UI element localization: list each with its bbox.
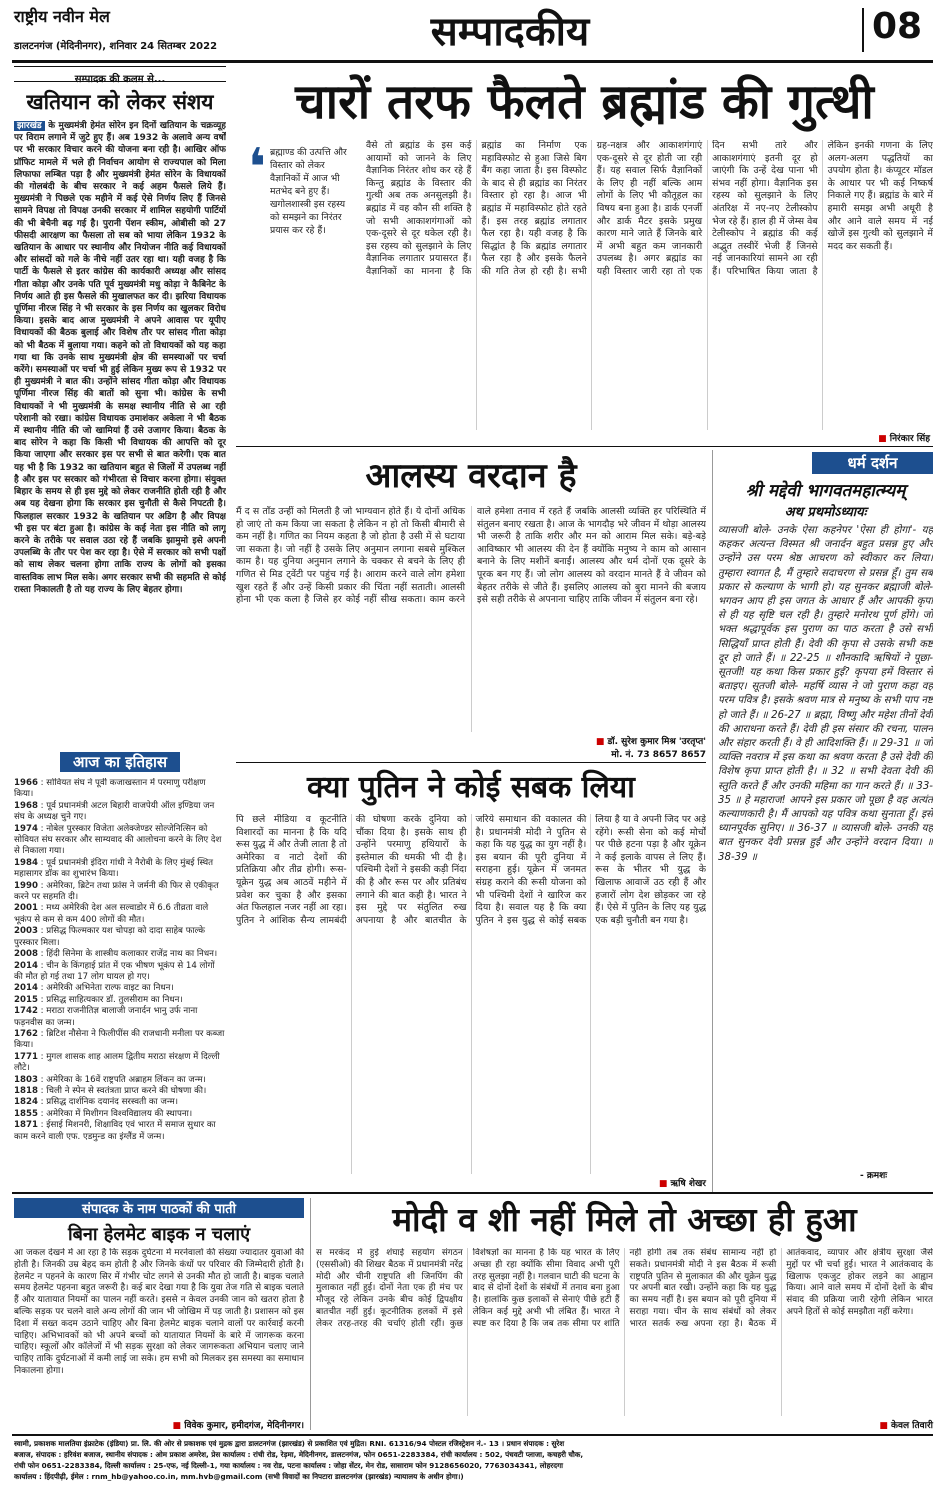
history-item: 2001 : मध्य अमेरिकी देश अल सल्वाडोर में 6.6 तीव्रता वाले भूकंप से कम से कम 400 लोगों की मौत। <box>14 903 209 925</box>
letters-body: आ जकल देखने में आ रहा है कि सड़क दुर्घटना में मरनेवालों की संख्या ज्यादातर युवाओं की होती है। जिनकी उम्र बेहद कम होती है और जिनके कंधों पर परिवार की जिम्मेदारी होती है। हेलमेट न पहनने के कारण सिर में गंभीर चोट लगने से उनकी मौत हो जाती है। बाइक चलाते समय हेलमेट पहनना बहुत जरूरी है। कई बार देखा गया है कि युवा तेज गति से बाइक चलाते हैं और यातायात नियमों का पालन नहीं करते। इससे न केवल उनकी जान को खतरा होता है बल्कि सड़क पर चलने वाले अन्य लोगों की जान भी जोखिम में पड़ जाती है। प्रशासन को इस दिशा में सख्त कदम उठाने चाहिए और बिना हेलमेट बाइक चलाने वालों पर कार्रवाई करनी चाहिए। अभिभावकों को भी अपने बच्चों को यातायात नियमों के बारे में जागरूक करना चाहिए। स्कूलों और कॉलेजों में भी सड़क सुरक्षा को लेकर जागरूकता अभियान चलाए जाने चाहिए ताकि दुर्घटनाओं में कमी लाई जा सके। हम सभी को मिलकर इस समस्या का समाधान निकालना होगा। <box>14 1248 304 1376</box>
footer-line-4: कार्यालय : हिंदपीढ़ी, ईमेल : rnm_hb@yahoo.co.in, mm.hvb@gmail.com (सभी विवादों का निपटारा डालटनगंज (झारखंड) न्यायालय के अधीन होगा।) <box>14 1472 464 1481</box>
history-item: 1990 : अमेरिका, ब्रिटेन तथा फ्रांस ने जर्मनी की फिर से एकीकृत करने पर सहमति दी। <box>14 880 219 903</box>
masthead-rule <box>12 60 933 63</box>
history-item: 2008 : हिंदी सिनेमा के शास्त्रीय कलाकार राजेंद्र नाथ का निधन। <box>14 949 218 960</box>
masthead <box>0 0 945 62</box>
modi-byline-name: केवल तिवारी <box>891 1421 933 1431</box>
letters-header: संपादक के नाम पाठकों की पाती <box>14 1198 304 1218</box>
main-byline-text: निरंकार सिंह <box>889 434 930 444</box>
history-text: अमेरिका, ब्रिटेन तथा फ्रांस ने जर्मनी की फिर से एकीकृत करने पर सहमति दी। <box>14 880 219 903</box>
page-number: 08 <box>872 6 923 47</box>
history-text: ईसाई मिशनरी, शिक्षाविद एवं भारत में समाज सुधार का काम करने वाली एफ. एडमुन्ड का इंग्लैंड में जन्म। <box>14 1120 216 1142</box>
history-year: 1762 <box>14 1028 38 1039</box>
history-item: 1803 : अमेरिका के 16वें राष्ट्रपति अब्राहम लिंकन का जन्म। <box>14 1074 206 1085</box>
lead-editorial-title: खतियान को लेकर संशय <box>26 90 214 114</box>
history-text: पूर्व प्रधानमंत्री इंदिरा गांधी ने नैरोबी के लिए मुंबई स्थित महासागर डॉक का शुभारंभ किया। <box>14 857 213 880</box>
history-item: 1771 : मुगल शासक शाह आलम द्वितीय मराठा संरक्षण में दिल्ली लौटे। <box>14 1051 220 1074</box>
history-year: 1984 <box>14 857 38 868</box>
history-item: 2015 : प्रसिद्ध साहित्यकार डॉ. तुलसीराम का निधन। <box>14 994 183 1005</box>
dharm-title: श्री मद्देवी भागवतमहात्म्यम् <box>745 481 906 501</box>
history-text: अमेरिका के 16वें राष्ट्रपति अब्राहम लिंकन का जन्म। <box>46 1074 206 1085</box>
history-text: हिंदी सिनेमा के शास्त्रीय कलाकार राजेंद्र नाथ का निधन। <box>46 949 218 960</box>
history-item: 1871 : ईसाई मिशनरी, शिक्षाविद एवं भारत में समाज सुधार का काम करने वाली एफ. एडमुन्ड का इंग्लैंड में जन्म। <box>14 1120 216 1142</box>
history-item: 1742 : मराठा राजनीतिज्ञ बालाजी जनार्दन भानु उर्फ नाना फड़नवीस का जन्म। <box>14 1006 198 1028</box>
lead-dropcap: झारखंड <box>14 121 45 131</box>
putin-byline: ■ ऋषि शेखर <box>658 1179 706 1189</box>
history-item: 1762 : ब्रिटिश नौसेना ने फिलीपींस की राजधानी मनीला पर कब्जा किया। <box>14 1028 225 1051</box>
rule-3 <box>12 1192 933 1194</box>
paper-name: राष्ट्रीय नवीन मेल <box>14 7 110 26</box>
history-item: 2014 : चीन के किंगहाई प्रांत में एक भीषण भूकंप से 14 लोगों की मौत हो गई तथा 17 लोग घायल हो गए। <box>14 960 215 982</box>
history-list <box>14 778 226 1188</box>
history-text: ब्रिटिश नौसेना ने फिलीपींस की राजधानी मनीला पर कब्जा किया। <box>14 1028 225 1051</box>
history-text: मध्य अमेरिकी देश अल सल्वाडोर में 6.6 तीव्रता वाले भूकंप से कम से कम 400 लोगों की मौत। <box>14 903 209 925</box>
history-year: 2008 <box>14 949 38 960</box>
section-title: सम्पादकीय <box>430 9 590 55</box>
history-year: 2003 <box>14 926 38 937</box>
history-text: प्रसिद्ध साहित्यकार डॉ. तुलसीराम का निधन। <box>46 994 183 1005</box>
history-item: 2003 : प्रसिद्ध फिल्मकार यश चोपड़ा को दादा साहेब फाल्के पुरस्कार मिला। <box>14 926 206 948</box>
column-divider-2 <box>310 1198 311 1430</box>
history-year: 2014 <box>14 983 38 994</box>
editor-pen-text: सम्पादक की कलम से... <box>74 74 166 85</box>
dateline: डालटनगंज (मेदिनीनगर), शनिवार 24 सितम्बर 2022 <box>14 41 218 52</box>
letters-byline-name: विवेक कुमार, हमीदगंज, मेदिनीनगर। <box>184 1421 304 1431</box>
main-article-body: वैसे तो ब्रह्मांड के इस कई आयामों को जानने के लिए वैज्ञानिक निरंतर शोध कर रहे हैं किन्तु ब्रह्मांड के विस्तार की गुत्थी अब तक अनसुलझी है। ब्रह्मांड में वह कौन सी शक्ति है जो सभी आकाशगंगाओं को एक-दूसरे से दूर धकेल रही है। इस रहस्य को सुलझाने के लिए वैज्ञानिक लगातार प्रयासरत हैं। वैज्ञानिकों का मानना है कि ब्रह्मांड का निर्माण एक महाविस्फोट से हुआ जिसे बिग बैंग कहा जाता है। इस विस्फोट के बाद से ही ब्रह्मांड का निरंतर विस्तार हो रहा है। आज भी ब्रह्मांड में महाविस्फोट होते रहते हैं। इस तरह ब्रह्मांड लगातार फैल रहा है। यही वजह है कि सिद्धांत है कि ब्रह्मांड लगातार फैल रहा है और इसके फैलने की गति तेज हो रही है। सभी ग्रह-नक्षत्र और आकाशगंगाएं एक-दूसरे से दूर होती जा रही हैं। यह सवाल सिर्फ वैज्ञानिकों के लिए ही नहीं बल्कि आम लोगों के लिए भी कौतूहल का विषय बना हुआ है। डार्क एनर्जी और डार्क मैटर इसके प्रमुख कारण माने जाते हैं जिनके बारे में अभी बहुत कम जानकारी उपलब्ध है। अगर ब्रह्मांड का यही विस्तार जारी रहा तो एक दिन सभी तारे और आकाशगंगाएं इतनी दूर हो जाएंगी कि उन्हें देख पाना भी संभव नहीं होगा। वैज्ञानिक इस रहस्य को सुलझाने के लिए अंतरिक्ष में नए-नए टेलीस्कोप भेज रहे हैं। हाल ही में जेम्स वेब टेलीस्कोप ने ब्रह्मांड की कई अद्भुत तस्वीरें भेजी हैं जिनसे नई जानकारियां सामने आ रही हैं। परिभाषित किया जाता है लेकिन इनकी गणना के लिए अलग-अलग पद्धतियों का उपयोग होता है। कंप्यूटर मॉडल के आधार पर भी कई निष्कर्ष निकाले गए हैं। ब्रह्मांड के बारे में हमारी समझ अभी अधूरी है और आने वाले समय में नई खोजें इस गुत्थी को सुलझाने में मदद कर सकती हैं। <box>366 140 933 277</box>
history-text: प्रसिद्ध दार्शनिक दयानंद सरस्वती का जन्म। <box>46 1097 178 1108</box>
history-text: प्रसिद्ध फिल्मकार यश चोपड़ा को दादा साहेब फाल्के पुरस्कार मिला। <box>14 926 206 948</box>
modi-byline: ■ केवल तिवारी <box>879 1421 933 1431</box>
history-text: चिली ने स्पेन से स्वतंत्रता प्राप्त करने की घोषणा की। <box>46 1085 207 1096</box>
editor-pen-label <box>14 66 226 85</box>
history-text: मुगल शासक शाह आलम द्वितीय मराठा संरक्षण में दिल्ली लौटे। <box>14 1051 220 1074</box>
lead-text: के मुख्यमंत्री हेमंत सोरेन इन दिनों खतियान के चक्रव्यूह पर विराम लगाने में जुटे हुए हैं। अब 1932 के अलावे अन्य वर्षों पर भी सरकार विचार करने की योजना बना रही है। आखिर ऑफ प्रॉफिट मामले में भले ही निर्वाचन आयोग से राज्यपाल को मिला लिफाफा लम्बित पड़ा है और मुख्यमंत्री हेमंत सोरेन के विधायकों की गोलबंदी के बीच सरकार ने कई अहम फैसले लिये हैं। मुख्यमंत्री ने पिछले एक महीने में कई ऐसे निर्णय लिए हैं जिनसे सामने विपक्ष तो विपक्ष उनकी सरकार में शामिल सहयोगी पार्टियों की भी बेचैनी बढ़ गई है। पुरानी पेंशन स्कीम, ओबीसी को 27 फीसदी आरक्षण का फैसला तो सब को भाया लेकिन 1932 के खतियान के आधार पर स्थानीय और नियोजन नीति कई विधायकों और सांसदों को गले के नीचे नहीं उतर रहा था। यही वजह है कि पार्टी के फैसले से इतर कांग्रेस की कार्यकारी अध्यक्ष और सांसद गीता कोड़ा और उनके पति पूर्व मुख्यमंत्री मधु कोड़ा ने कैबिनेट के निर्णय आते ही इस फैसले की मुखालफत कर दी। झरिया विधायक पूर्णिमा नीरज सिंह ने भी सरकार के इस निर्णय का खुलकर विरोध किया। इसके बाद आज मुख्यमंत्री ने अपने आवास पर यूपीए विधायकों की बैठक बुलाई और विशेष तौर पर सांसद गीता कोड़ा को भी बैठक में बुलाया गया। कहने को तो विधायकों को यह कहा गया था कि उनके साथ मुख्यमंत्री क्षेत्र की समस्याओं पर चर्चा करेंगे। समस्याओं पर चर्चा भी हुई लेकिन मुख्य रूप से 1932 पर ही मुख्यमंत्री ने बात की। उन्होंने सांसद गीता कोड़ा और विधायक पूर्णिमा नीरज सिंह की बातों को सुना भी। कांग्रेस के सभी विधायकों ने भी मुख्यमंत्री के समक्ष स्थानीय नीति से आ रही परेशानी को रखा। कांग्रेस विधायक उमाशंकर अकेला ने भी बैठक में स्थानीय नीति की जो खामियां हैं उसे उजागर किया। बैठक के बाद सोरेन ने कहा कि किसी भी विधायक की आपत्ति को दूर किया जाएगा और सरकार इस पर सभी से बात करेगी। एक बात यह भी है कि 1932 का खतियान बहुत से जिलों में उपलब्ध नहीं है और इस पर सरकार को गंभीरता से विचार करना होगा। संयुक्त बिहार के समय से ही इस मुद्दे को लेकर राजनीति होती रही है और अब यह देखना होगा कि सरकार इस चुनौती से कैसे निपटती है। फिलहाल सरकार 1932 के खतियान पर अडिग है और विपक्ष भी इस पर बंटा हुआ है। कांग्रेस के कई नेता इस नीति को लागू करने के तरीके पर सवाल उठा रहे हैं जबकि झामुमो इसे अपनी उपलब्धि के तौर पर पेश कर रहा है। ऐसे में सरकार को सभी पक्षों को साथ लेकर चलना होगा ताकि राज्य के लोगों को इसका वास्तविक लाभ मिल सके। अगर सरकार सभी की सहमति से कोई रास्ता निकालती है तो यह राज्य के लिए बेहतर होगा। <box>14 121 226 595</box>
history-year: 1771 <box>14 1051 38 1062</box>
history-year: 2001 <box>14 903 38 914</box>
history-year: 1968 <box>14 800 38 811</box>
history-item: 1855 : अमेरिका में मिशीगन विश्वविद्यालय की स्थापना। <box>14 1108 193 1119</box>
history-year: 1742 <box>14 1006 38 1017</box>
aalasya-byline: ■ डॉ. सुरेश कुमार मिश्र 'उरतृप्त' मो. नं. 73 8657 8657 <box>460 734 706 760</box>
lead-editorial-body <box>14 120 226 748</box>
footer-line-2: बजाज, संपादक : हरिवंश बजाज, स्थानीय संपादक : ओम प्रकाश अमरेश, प्रेस कार्यालय : रांची रोड, रेड़मा, मेदिनीनगर, डालटनगंज, फोन 0651-2283384, रांची कार्यालय : 502, पंचवटी प्लाजा, कचहरी चौक, <box>14 1450 584 1459</box>
dharm-header: धर्म दर्शन <box>812 452 933 474</box>
main-article-byline: ■ निरंकार सिंह <box>878 434 930 444</box>
history-item: 1984 : पूर्व प्रधानमंत्री इंदिरा गांधी ने नैरोबी के लिए मुंबई स्थित महासागर डॉक का शुभारंभ किया। <box>14 857 213 880</box>
aalasya-body: मैं द स ताँड उन्हीं को मिलती है जो भाग्यवान होते हैं। ये दोनों अधिक हो जाएं तो कम किया जा सकता है लेकिन न हो तो किसी बीमारी से कम नहीं है। गणित का नियम कहता है जो होता है उसी में से घटाया जा सकता है। जो नहीं है उसके लिए अनुमान लगाना सबसे मुश्किल काम है। यह दुनिया अनुमान लगाने के चक्कर से बचने के लिए ही गणित से मिड ट्वेंटी पर पहुंच गई है। आराम करने वाले लोग हमेशा खुश रहते हैं और उन्हें किसी प्रकार की चिंता नहीं सताती। आलसी होना भी एक कला है जिसे हर कोई नहीं सीख सकता। काम करने वाले हमेशा तनाव में रहते हैं जबकि आलसी व्यक्ति हर परिस्थिति में संतुलन बनाए रखता है। आज के भागदौड़ भरे जीवन में थोड़ा आलस्य भी जरूरी है ताकि शरीर और मन को आराम मिल सके। बड़े-बड़े आविष्कार भी आलस्य की देन हैं क्योंकि मनुष्य ने काम को आसान बनाने के लिए मशीनें बनाईं। आलस्य और धर्म दोनों एक दूसरे के पूरक बन गए हैं। जो लोग आलस्य को वरदान मानते हैं वे जीवन को बेहतर तरीके से जीते हैं। इसलिए आलस्य को बुरा मानने की बजाय इसे सही तरीके से अपनाना चाहिए ताकि जीवन में संतुलन बना रहे। <box>236 506 706 606</box>
putin-body: पि छले मीडिया व कूटनीति विशारदों का मानना है कि यदि रूस युद्ध में और तेजी लाता है तो अमेरिका व नाटो देशों की प्रतिक्रिया और तीव्र होगी। रूस-यूक्रेन युद्ध अब आठवें महीने में प्रवेश कर चुका है और इसका अंत फिलहाल नजर नहीं आ रहा। पुतिन ने आंशिक सैन्य लामबंदी की घोषणा करके दुनिया को चौंका दिया है। इसके साथ ही उन्होंने परमाणु हथियारों के इस्तेमाल की धमकी भी दी है। पश्चिमी देशों ने इसकी कड़ी निंदा की है और रूस पर और प्रतिबंध लगाने की बात कही है। भारत ने इस मुद्दे पर संतुलित रुख अपनाया है और बातचीत के जरिये समाधान की वकालत की है। प्रधानमंत्री मोदी ने पुतिन से कहा कि यह युद्ध का युग नहीं है। इस बयान की पूरी दुनिया में सराहना हुई। यूक्रेन में जनमत संग्रह कराने की रूसी योजना को भी पश्चिमी देशों ने खारिज कर दिया है। सवाल यह है कि क्या पुतिन ने इस युद्ध से कोई सबक लिया है या वे अपनी जिद पर अड़े रहेंगे। रूसी सेना को कई मोर्चों पर पीछे हटना पड़ा है और यूक्रेन ने कई इलाके वापस ले लिए हैं। रूस के भीतर भी युद्ध के खिलाफ आवाजें उठ रही हैं और हजारों लोग देश छोड़कर जा रहे हैं। ऐसे में पुतिन के लिए यह युद्ध एक बड़ी चुनौती बन गया है। <box>236 814 706 926</box>
history-text: अमेरिकी अभिनेता राल्फ वाइट का निधन। <box>46 983 174 994</box>
history-text: सोवियत संघ ने पूर्वी कजाखस्तान में परमाणु परीक्षण किया। <box>14 778 206 800</box>
footer-rule <box>12 1434 933 1436</box>
letters-title: बिना हेलमेट बाइक न चलाएं <box>67 1224 251 1245</box>
putin-byline-name: ऋषि शेखर <box>670 1179 706 1189</box>
aalasya-phone: मो. नं. 73 8657 8657 <box>611 750 706 760</box>
history-item: 1968 : पूर्व प्रधानमंत्री अटल बिहारी वाजपेयी ऑल इण्डिया जन संघ के अध्यक्ष चुने गए। <box>14 800 215 823</box>
aalasya-byline-name: डॉ. सुरेश कुमार मिश्र 'उरतृप्त' <box>607 737 706 747</box>
footer-imprint <box>14 1438 933 1482</box>
footer-line-1: स्वामी, प्रकाशक मालतिया इंफ्राटेक (इंडिया) प्रा. लि. की ओर से प्रकाशक एवं मुद्रक द्वारा डालटनगंज (झारखंड) से प्रकाशित एवं मुद्रित। RNI. 61316/94 पोस्टल रजिस्ट्रेशन नं.- 13 । प्रधान संपादक : सुरेश <box>14 1439 565 1448</box>
history-year: 1966 <box>14 778 38 788</box>
history-text: अमेरिका में मिशीगन विश्वविद्यालय की स्थापना। <box>46 1108 193 1119</box>
dharm-continued: - क्रमशः <box>860 1171 888 1181</box>
dharm-subtitle: अथ प्रथमोऽध्यायः <box>784 505 867 520</box>
quote-icon: ❛ <box>248 138 267 198</box>
column-divider <box>712 450 713 1192</box>
history-item: 1974 : नोबेल पुरस्कार विजेता अलेक्जेण्डर सोल्जेनित्सिन को सोवियत संघ सरकार और साम्यवाद की आलोचना करने के लिए देश से निकाला गया। <box>14 823 222 857</box>
history-year: 1855 <box>14 1108 38 1119</box>
history-text: मराठा राजनीतिज्ञ बालाजी जनार्दन भानु उर्फ नाना फड़नवीस का जन्म। <box>14 1006 198 1028</box>
history-year: 1974 <box>14 823 38 834</box>
footer-line-3: रांची फोन 0651-2283384, दिल्ली कार्यालय : 25-एफ, नई दिल्ली-1, गया कार्यालय : नव रोड, पटना कार्यालय : जोहा सेंटर, मेन रोड, सासाराम फोन 9128656020, 7763034341, लोहरदगा <box>14 1461 563 1470</box>
page-divider <box>862 8 864 52</box>
history-item: 1824 : प्रसिद्ध दार्शनिक दयानंद सरस्वती का जन्म। <box>14 1097 178 1108</box>
putin-title: क्या पुतिन ने कोई सबक लिया <box>307 770 635 805</box>
modi-body: स मरकंद में हुई शंघाई सहयोग संगठन (एससीओ) की शिखर बैठक में प्रधानमंत्री नरेंद्र मोदी और चीनी राष्ट्रपति शी जिनपिंग की मुलाकात नहीं हुई। दोनों नेता एक ही मंच पर मौजूद रहे लेकिन उनके बीच कोई द्विपक्षीय बातचीत नहीं हुई। कूटनीतिक हलकों में इसे लेकर तरह-तरह की चर्चाएं होती रहीं। कुछ विशेषज्ञों का मानना है कि यह भारत के लिए अच्छा ही रहा क्योंकि सीमा विवाद अभी पूरी तरह सुलझा नहीं है। गलवान घाटी की घटना के बाद से दोनों देशों के संबंधों में तनाव बना हुआ है। हालांकि कुछ इलाकों से सेनाएं पीछे हटी हैं लेकिन कई मुद्दे अभी भी लंबित हैं। भारत ने स्पष्ट कर दिया है कि जब तक सीमा पर शांति नहीं होगी तब तक संबंध सामान्य नहीं हो सकते। प्रधानमंत्री मोदी ने इस बैठक में रूसी राष्ट्रपति पुतिन से मुलाकात की और यूक्रेन युद्ध पर अपनी बात रखी। उन्होंने कहा कि यह युद्ध का समय नहीं है। इस बयान को पूरी दुनिया में सराहा गया। चीन के साथ संबंधों को लेकर भारत सतर्क रुख अपना रहा है। बैठक में आतंकवाद, व्यापार और क्षेत्रीय सुरक्षा जैसे मुद्दों पर भी चर्चा हुई। भारत ने आतंकवाद के खिलाफ एकजुट होकर लड़ने का आह्वान किया। आने वाले समय में दोनों देशों के बीच संवाद की प्रक्रिया जारी रहेगी लेकिन भारत अपने हितों से कोई समझौता नहीं करेगा। <box>316 1248 933 1329</box>
aalasya-title: आलस्य वरदान है <box>365 456 577 496</box>
main-pull-quote: ब्रह्माण्ड की उत्पत्ति और विस्तार को लेकर वैज्ञानिकों में आज भी मतभेद बने हुए हैं। खगोलशास्त्री इस रहस्य को समझने का निरंतर प्रयास कर रहे हैं। <box>270 147 347 236</box>
history-header: आज का इतिहास <box>60 752 180 772</box>
history-year: 1803 <box>14 1074 38 1085</box>
history-year: 1990 <box>14 880 38 891</box>
rule-2 <box>236 762 706 763</box>
history-year: 1824 <box>14 1097 38 1108</box>
history-item: 1818 : चिली ने स्पेन से स्वतंत्रता प्राप्त करने की घोषणा की। <box>14 1085 207 1096</box>
history-year: 1818 <box>14 1085 38 1096</box>
history-year: 1871 <box>14 1120 38 1131</box>
history-text: पूर्व प्रधानमंत्री अटल बिहारी वाजपेयी ऑल इण्डिया जन संघ के अध्यक्ष चुने गए। <box>14 800 215 823</box>
history-year: 2014 <box>14 960 38 971</box>
history-text: नोबेल पुरस्कार विजेता अलेक्जेण्डर सोल्जेनित्सिन को सोवियत संघ सरकार और साम्यवाद की आलोचना करने के लिए देश से निकाला गया। <box>14 823 222 857</box>
letters-byline: ■ विवेक कुमार, हमीदगंज, मेदिनीनगर। <box>172 1421 304 1431</box>
history-year: 2015 <box>14 994 38 1005</box>
history-item: 2014 : अमेरिकी अभिनेता राल्फ वाइट का निधन। <box>14 983 174 994</box>
main-article-title: चारों तरफ फैलते ब्रह्मांड की गुत्थी <box>295 74 874 130</box>
rule-1 <box>236 446 933 447</box>
history-item: 1966 : सोवियत संघ ने पूर्वी कजाखस्तान में परमाणु परीक्षण किया। <box>14 778 206 800</box>
history-text: चीन के किंगहाई प्रांत में एक भीषण भूकंप से 14 लोगों की मौत हो गई तथा 17 लोग घायल हो गए। <box>14 960 215 982</box>
dharm-body: व्यासजी बोले- उनके ऐसा कहनेपर 'ऐसा ही होगा'- यह कहकर अत्यन्त विस्मत श्री जनार्दन बहुत प्रसन्न हुए और उन्होंने उस परम श्रेष्ठ आचरण को स्वीकार कर लिया। तुम्हारा स्वागत है, मैं तुम्हारे सदाचरण से प्रसन्न हूँ। तुम सब प्रकार से कल्याण के भागी हो। यह सुनकर ब्रह्माजी बोले- भगवन आप ही इस जगत के आधार हैं और आपकी कृपा से ही यह सृष्टि चल रही है। तुम्हारे मनोरथ पूर्ण होंगे। जो भक्त श्रद्धापूर्वक इस पुराण का पाठ करता है उसे सभी सिद्धियाँ प्राप्त होती हैं। देवी की कृपा से उसके सभी कष्ट दूर हो जाते हैं। ॥ 22-25 ॥ शौनकादि ऋषियों ने पूछा- सूतजी! यह कथा किस प्रकार हुई? कृपया हमें विस्तार से बताइए। सूतजी बोले- महर्षि व्यास ने जो पुराण कहा वह परम पवित्र है। इसके श्रवण मात्र से मनुष्य के सभी पाप नष्ट हो जाते हैं। ॥ 26-27 ॥ ब्रह्मा, विष्णु और महेश तीनों देवी की आराधना करते हैं। देवी ही इस संसार की रचना, पालन और संहार करती हैं। वे ही आदिशक्ति हैं। ॥ 29-31 ॥ जो व्यक्ति नवरात्र में इस कथा का श्रवण करता है उसे देवी की विशेष कृपा प्राप्त होती है। ॥ 32 ॥ सभी देवता देवी की स्तुति करते हैं और उनकी महिमा का गान करते हैं। ॥ 33-35 ॥ हे महाराज! आपने इस प्रकार जो पूछा है वह अत्यंत कल्याणकारी है। मैं आपको यह पवित्र कथा सुनाता हूँ। इसे ध्यानपूर्वक सुनिए। ॥ 36-37 ॥ व्यासजी बोले- उनकी यह बात सुनकर देवी प्रसन्न हुईं और उन्होंने वरदान दिया। ॥ 38-39 ॥ <box>718 525 933 863</box>
modi-title: मोदी व शी नहीं मिले तो अच्छा ही हुआ <box>392 1200 857 1239</box>
